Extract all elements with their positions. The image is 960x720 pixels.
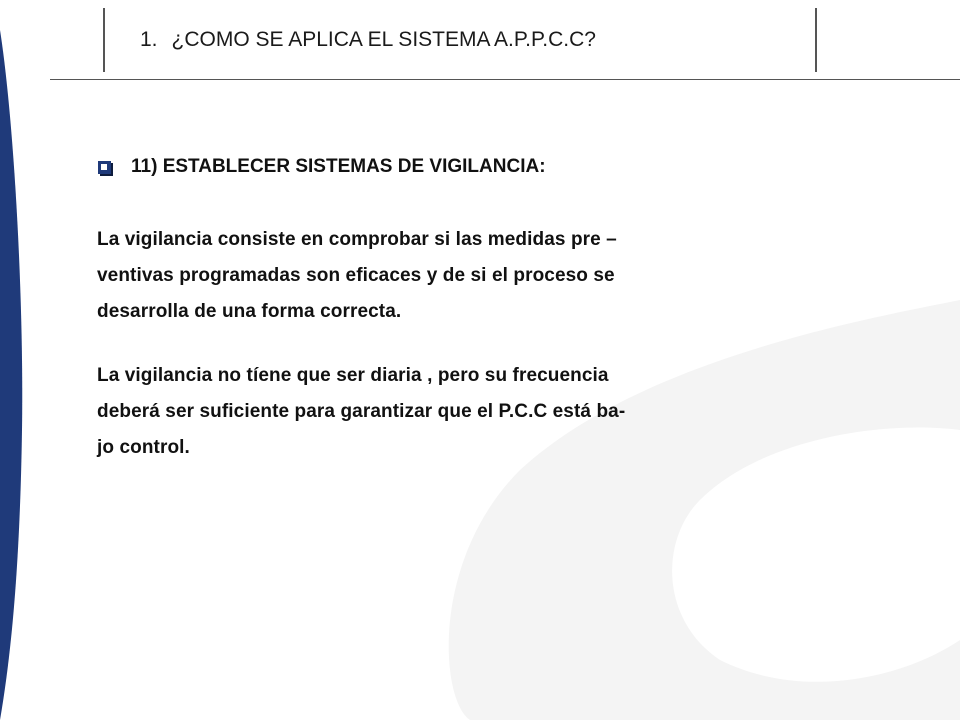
header-divider-right: [815, 8, 817, 72]
header-divider-left: [103, 8, 105, 72]
section-bullet: [98, 156, 546, 178]
paragraph-1: [97, 222, 797, 330]
paragraph-line: deberá ser suficiente para garantizar que el P.C.C está ba-: [97, 401, 626, 422]
left-blue-arc: [0, 30, 22, 720]
paragraph-line: La vigilancia no tíene que ser diaria , pero su frecuencia: [97, 365, 609, 386]
square-bullet-icon: [98, 161, 111, 174]
paragraph-line: La vigilancia consiste en comprobar si las medidas pre –: [97, 229, 617, 250]
header-underline: [50, 79, 960, 80]
paragraph-line: ventivas programadas son eficaces y de si el proceso se: [97, 265, 615, 286]
section-heading: 11) ESTABLECER SISTEMAS DE VIGILANCIA:: [131, 156, 546, 177]
paragraph-line: desarrolla de una forma correcta.: [97, 301, 402, 322]
title-text: ¿COMO SE APLICA EL SISTEMA A.P.P.C.C?: [171, 28, 596, 51]
slide-title: [140, 28, 596, 52]
paragraph-line: jo control.: [97, 437, 190, 458]
title-number: 1.: [140, 28, 158, 51]
paragraph-2: [97, 358, 797, 466]
